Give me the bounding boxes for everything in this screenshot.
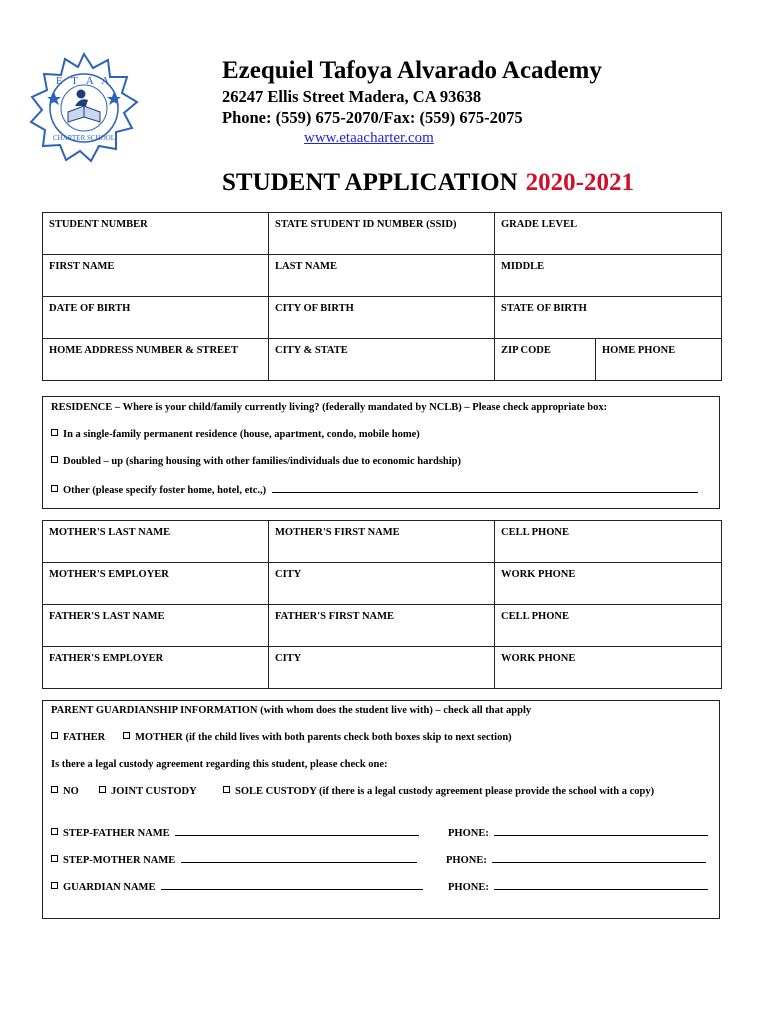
mother-cell-phone-field[interactable]: CELL PHONE — [495, 521, 722, 563]
mother-last-name-field[interactable]: MOTHER'S LAST NAME — [43, 521, 269, 563]
title-text: STUDENT APPLICATION — [222, 169, 518, 196]
table-row — [43, 297, 722, 339]
checkbox-icon[interactable] — [51, 456, 58, 463]
state-of-birth-field[interactable]: STATE OF BIRTH — [495, 297, 722, 339]
checkbox-icon[interactable] — [51, 485, 58, 492]
checkbox-icon[interactable] — [51, 786, 58, 793]
checkbox-icon[interactable] — [99, 786, 106, 793]
custody-no-option[interactable]: NO — [51, 785, 79, 798]
table-row — [43, 339, 722, 381]
guardianship-heading: PARENT GUARDIANSHIP INFORMATION (with whom does the student live with) – check all that apply — [51, 705, 532, 716]
home-phone-field[interactable]: HOME PHONE — [596, 339, 722, 381]
page-title — [222, 168, 634, 198]
date-of-birth-field[interactable]: DATE OF BIRTH — [43, 297, 269, 339]
ssid-field[interactable]: STATE STUDENT ID NUMBER (SSID) — [269, 213, 495, 255]
step-father-row[interactable]: STEP-FATHER NAME — [51, 825, 419, 840]
guardian-phone[interactable]: PHONE: — [448, 879, 708, 894]
city-state-field[interactable]: CITY & STATE — [269, 339, 495, 381]
residence-option-doubled-up[interactable]: Doubled – up (sharing housing with other families/individuals due to economic hardship) — [51, 455, 461, 468]
father-city-field[interactable]: CITY — [269, 647, 495, 689]
guardianship-section — [42, 700, 720, 919]
mother-work-phone-field[interactable]: WORK PHONE — [495, 563, 722, 605]
step-father-name-line[interactable] — [175, 825, 419, 836]
step-father-phone[interactable]: PHONE: — [448, 825, 708, 840]
mother-first-name-field[interactable]: MOTHER'S FIRST NAME — [269, 521, 495, 563]
grade-level-field[interactable]: GRADE LEVEL — [495, 213, 722, 255]
step-father-phone-line[interactable] — [494, 825, 708, 836]
residence-section — [42, 396, 720, 509]
city-of-birth-field[interactable]: CITY OF BIRTH — [269, 297, 495, 339]
checkbox-icon[interactable] — [123, 732, 130, 739]
step-mother-name-line[interactable] — [181, 852, 417, 863]
custody-sole-option[interactable]: SOLE CUSTODY (if there is a legal custody agreement please provide the school with a copy) — [223, 785, 654, 798]
father-first-name-field[interactable]: FATHER'S FIRST NAME — [269, 605, 495, 647]
father-cell-phone-field[interactable]: CELL PHONE — [495, 605, 722, 647]
student-info-table — [42, 212, 722, 381]
checkbox-icon[interactable] — [51, 828, 58, 835]
table-row — [43, 255, 722, 297]
last-name-field[interactable]: LAST NAME — [269, 255, 495, 297]
father-work-phone-field[interactable]: WORK PHONE — [495, 647, 722, 689]
middle-name-field[interactable]: MIDDLE — [495, 255, 722, 297]
mother-city-field[interactable]: CITY — [269, 563, 495, 605]
step-mother-row[interactable]: STEP-MOTHER NAME — [51, 852, 417, 867]
mother-option[interactable]: MOTHER (if the child lives with both parents check both boxes skip to next section) — [123, 731, 512, 744]
zip-code-field[interactable]: ZIP CODE — [495, 339, 596, 381]
title-year: 2020-2021 — [525, 169, 634, 196]
guardian-phone-line[interactable] — [494, 879, 708, 890]
checkbox-icon[interactable] — [223, 786, 230, 793]
father-employer-field[interactable]: FATHER'S EMPLOYER — [43, 647, 269, 689]
school-address: 26247 Ellis Street Madera, CA 93638 — [222, 87, 482, 106]
checkbox-icon[interactable] — [51, 732, 58, 739]
table-row — [43, 213, 722, 255]
other-specify-line[interactable] — [272, 482, 698, 493]
school-header — [222, 56, 722, 148]
custody-joint-option[interactable]: JOINT CUSTODY — [99, 785, 197, 798]
home-address-field[interactable]: HOME ADDRESS NUMBER & STREET — [43, 339, 269, 381]
guardian-name-line[interactable] — [161, 879, 423, 890]
residence-question: RESIDENCE – Where is your child/family currently living? (federally mandated by NCLB) – Please check appropriate box: — [51, 402, 608, 413]
logo-top-text: E T A A — [55, 75, 113, 87]
student-number-field[interactable]: STUDENT NUMBER — [43, 213, 269, 255]
logo-bottom-text: CHARTER SCHOOL — [52, 134, 116, 142]
school-logo — [28, 50, 140, 166]
table-row — [43, 521, 722, 563]
father-last-name-field[interactable]: FATHER'S LAST NAME — [43, 605, 269, 647]
logo-seal-icon — [28, 50, 140, 166]
school-website-link[interactable]: www.etaacharter.com — [304, 130, 434, 146]
first-name-field[interactable]: FIRST NAME — [43, 255, 269, 297]
school-name: Ezequiel Tafoya Alvarado Academy — [222, 57, 602, 84]
table-row — [43, 563, 722, 605]
custody-question: Is there a legal custody agreement regarding this student, please check one: — [51, 759, 388, 770]
step-mother-phone[interactable]: PHONE: — [446, 852, 706, 867]
checkbox-icon[interactable] — [51, 429, 58, 436]
residence-option-other[interactable]: Other (please specify foster home, hotel, etc.,) — [51, 482, 698, 497]
table-row — [43, 647, 722, 689]
checkbox-icon[interactable] — [51, 855, 58, 862]
checkbox-icon[interactable] — [51, 882, 58, 889]
residence-option-single-family[interactable]: In a single-family permanent residence (house, apartment, condo, mobile home) — [51, 428, 420, 441]
father-option[interactable]: FATHER — [51, 731, 105, 744]
school-phone-fax: Phone: (559) 675-2070/Fax: (559) 675-2075 — [222, 108, 523, 127]
guardian-row[interactable]: GUARDIAN NAME — [51, 879, 423, 894]
parent-info-table — [42, 520, 722, 689]
mother-employer-field[interactable]: MOTHER'S EMPLOYER — [43, 563, 269, 605]
step-mother-phone-line[interactable] — [492, 852, 706, 863]
table-row — [43, 605, 722, 647]
